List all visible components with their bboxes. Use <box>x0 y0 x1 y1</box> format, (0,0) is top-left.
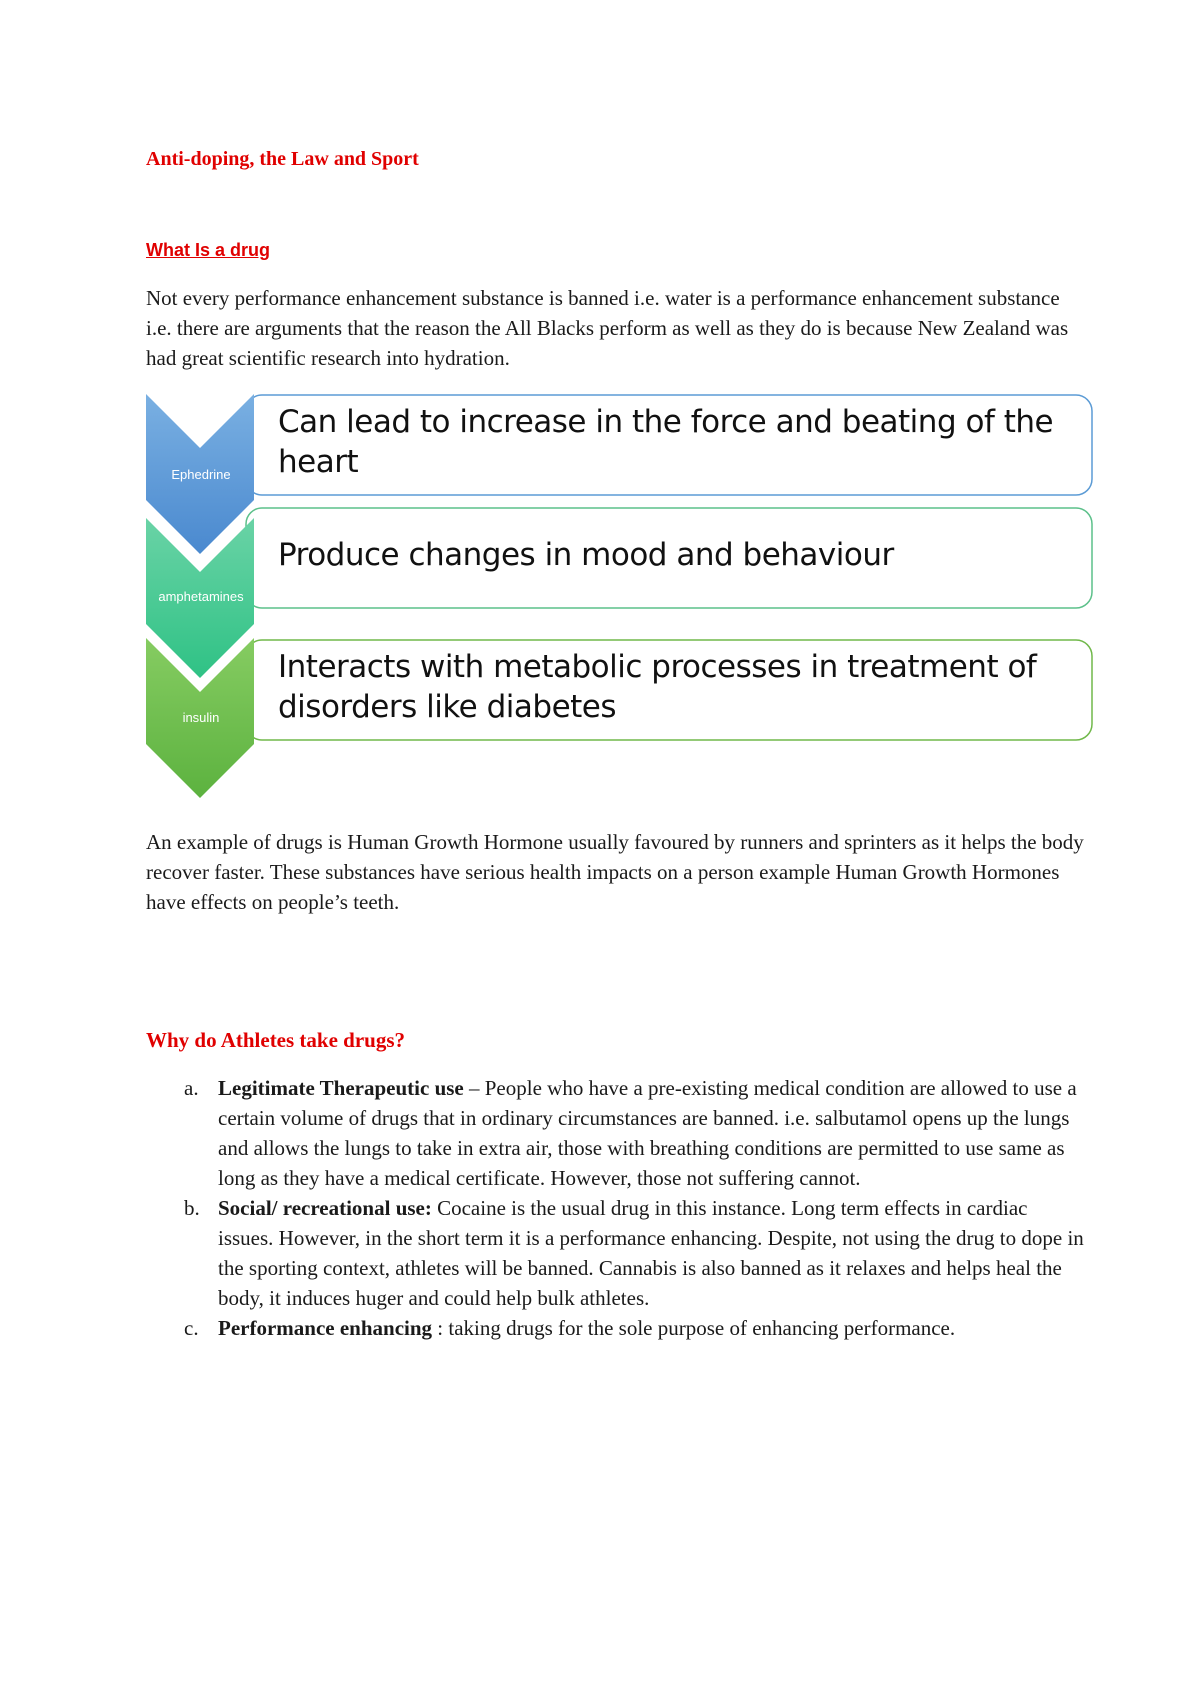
document-title: Anti-doping, the Law and Sport <box>146 148 419 170</box>
list-marker: b. <box>184 1196 200 1220</box>
reasons-list <box>146 1073 1086 1343</box>
paragraph-intro: Not every performance enhancement substance is banned i.e. water is a performance enhancement substance i.e. there are arguments that the reason the All Blacks perform as well as they do is because New Zealand was had great scientific research into hydration. <box>146 286 1069 370</box>
ephedrine-description: Can lead to increase in the force and beating of the heart <box>278 404 1054 480</box>
list-text: – People who have a pre-existing medical condition are allowed to use a certain volume of drugs that in ordinary circumstances are banned. i.e. salbutamol opens up the lungs and allows the lungs to take in extra air, those with breathing conditions are permitted to use same as long as they have a medical certificate. However, those not suffering cannot. <box>218 1076 1077 1190</box>
list-text: : taking drugs for the sole purpose of enhancing performance. <box>432 1316 956 1340</box>
amphetamines-label: amphetamines <box>158 589 244 604</box>
drug-chevron-diagram <box>146 394 1096 804</box>
section-heading-why-athletes: Why do Athletes take drugs? <box>146 1028 406 1052</box>
list-text: Cocaine is the usual drug in this instance. Long term effects in cardiac issues. However, in the short term it is a performance enhancing. Despite, not using the drug to dope in the sporting context, athletes will be banned. Cannabis is also banned as it relaxes and helps heal the body, it induces huger and could help bulk athletes. <box>218 1196 1084 1310</box>
list-term: Legitimate Therapeutic use <box>218 1076 464 1100</box>
list-item <box>146 1313 1086 1343</box>
list-term: Social/ recreational use: <box>218 1196 432 1220</box>
amphetamines-description: Produce changes in mood and behaviour <box>278 537 894 573</box>
list-marker: c. <box>184 1316 199 1340</box>
paragraph-hgh-example: An example of drugs is Human Growth Hormone usually favoured by runners and sprinters as it helps the body recover faster. These substances have serious health impacts on a person example Human Growth Hormones have effects on people’s teeth. <box>146 830 1084 914</box>
ephedrine-label: Ephedrine <box>171 467 231 482</box>
list-term: Performance enhancing <box>218 1316 433 1340</box>
list-item <box>146 1073 1086 1193</box>
list-item <box>146 1193 1086 1313</box>
list-marker: a. <box>184 1076 199 1100</box>
insulin-label: insulin <box>182 710 220 725</box>
insulin-description: Interacts with metabolic processes in treatment of disorders like diabetes <box>278 649 1037 725</box>
section-heading-what-is-a-drug: What Is a drug <box>146 240 271 260</box>
